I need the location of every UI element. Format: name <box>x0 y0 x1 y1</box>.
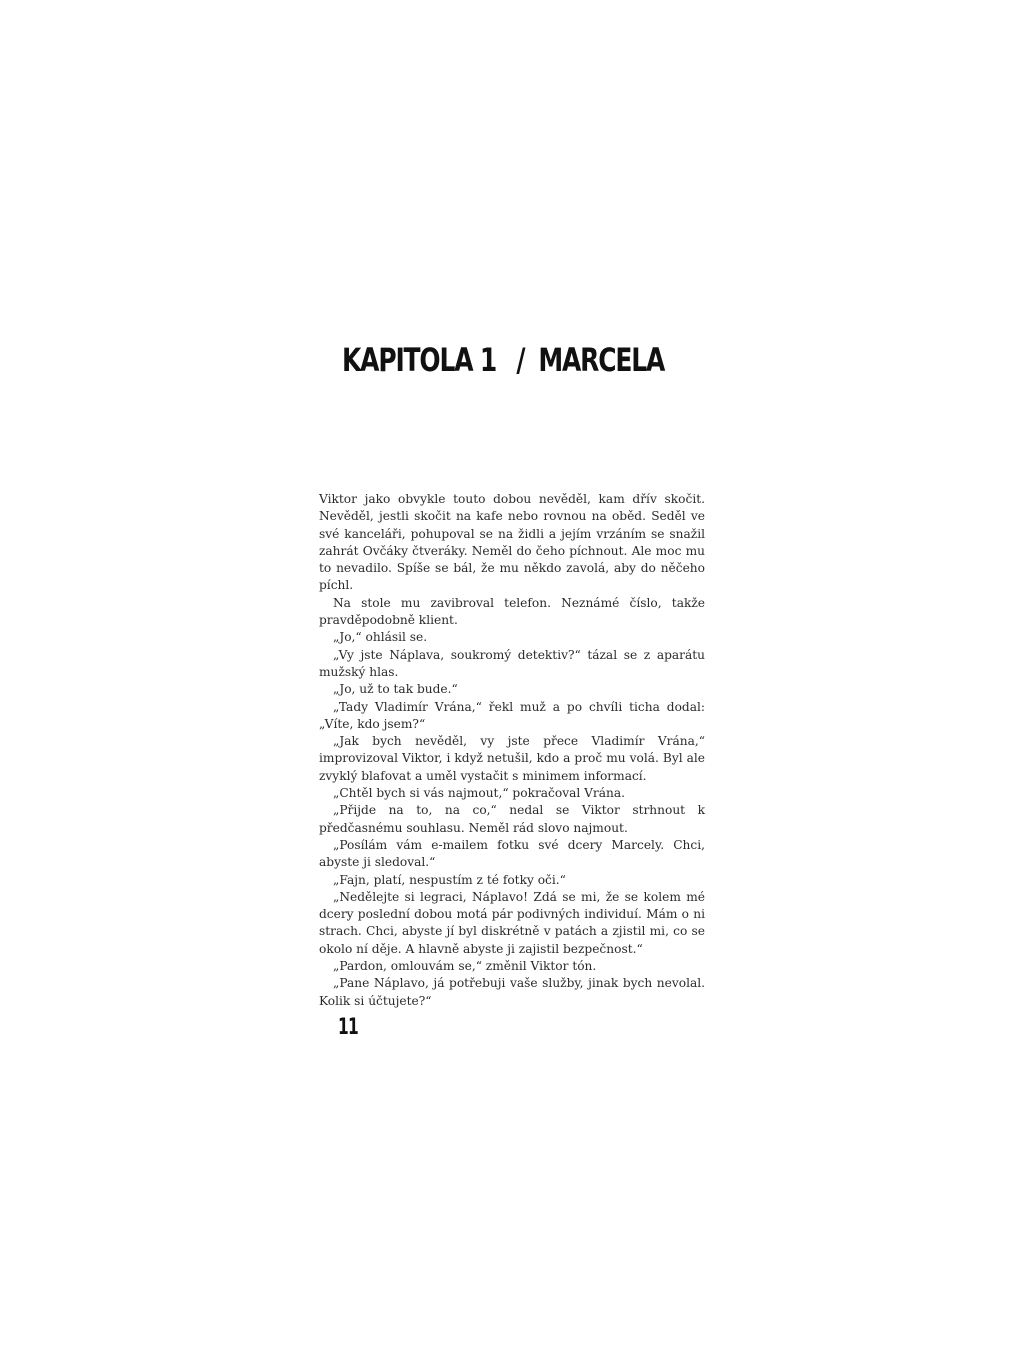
paragraph: „Posílám vám e-mailem fotku své dcery Marcely. Chci, abyste ji sledoval.“ <box>319 837 705 870</box>
paragraph: „Nedělejte si legraci, Náplavo! Zdá se mi, že se kolem mé dcery poslední dobou motá pár podivných individuí. Mám o ni strach. Chci, abyste jí byl diskrétně v patách a zjistil mi, co se okolo ní děje. A hlavně abyste ji zajistil bezpečnost.“ <box>319 889 705 956</box>
paragraph: „Tady Vladimír Vrána,“ řekl muž a po chvíli ticha dodal: „Víte, kdo jsem?“ <box>319 699 705 731</box>
chapter-heading <box>342 338 665 382</box>
paragraph: „Fajn, platí, nespustím z té fotky oči.“ <box>333 872 566 887</box>
page-number: 11 <box>338 1015 359 1040</box>
chapter-name: MARCELA <box>538 341 665 379</box>
paragraph: „Pane Náplavo, já potřebuji vaše služby, jinak bych nevolal. Kolik si účtujete?“ <box>319 976 705 1008</box>
chapter-separator: / <box>516 341 525 379</box>
paragraph: „Vy jste Náplava, soukromý detektiv?“ tázal se z aparátu mužský hlas. <box>319 647 705 679</box>
paragraph: Na stole mu zavibroval telefon. Neznámé číslo, takže pravděpodobně klient. <box>319 595 705 628</box>
chapter-body <box>319 491 705 1010</box>
paragraph: „Pardon, omlouvám se,“ změnil Viktor tón. <box>333 959 597 974</box>
paragraph: „Chtěl bych si vás najmout,“ pokračoval Vrána. <box>333 786 626 801</box>
paragraph: „Jo, už to tak bude.“ <box>333 682 458 697</box>
paragraph: „Jo,“ ohlásil se. <box>333 630 428 645</box>
paragraph: „Přijde na to, na co,“ nedal se Viktor strhnout k předčasnému souhlasu. Neměl rád slovo najmout. <box>319 803 705 835</box>
paragraph: „Jak bych nevěděl, vy jste přece Vladimír Vrána,“ improvizoval Viktor, i když netušil, kdo a proč mu volá. Byl ale zvyklý blafovat a uměl vystačit s minimem informací. <box>319 734 705 783</box>
paragraph: Viktor jako obvykle touto dobou nevěděl, kam dřív skočit. Nevěděl, jestli skočit na kafe nebo rovnou na oběd. Seděl ve své kanceláři, pohupoval se na židli a jejím vrzáním se snažil zahrát Ovčáky čtveráky. Neměl do čeho píchnout. Ale moc mu to nevadilo. Spíše se bál, že mu někdo zavolá, aby do něčeho píchl. <box>319 492 705 593</box>
chapter-number: KAPITOLA 1 <box>342 341 497 379</box>
